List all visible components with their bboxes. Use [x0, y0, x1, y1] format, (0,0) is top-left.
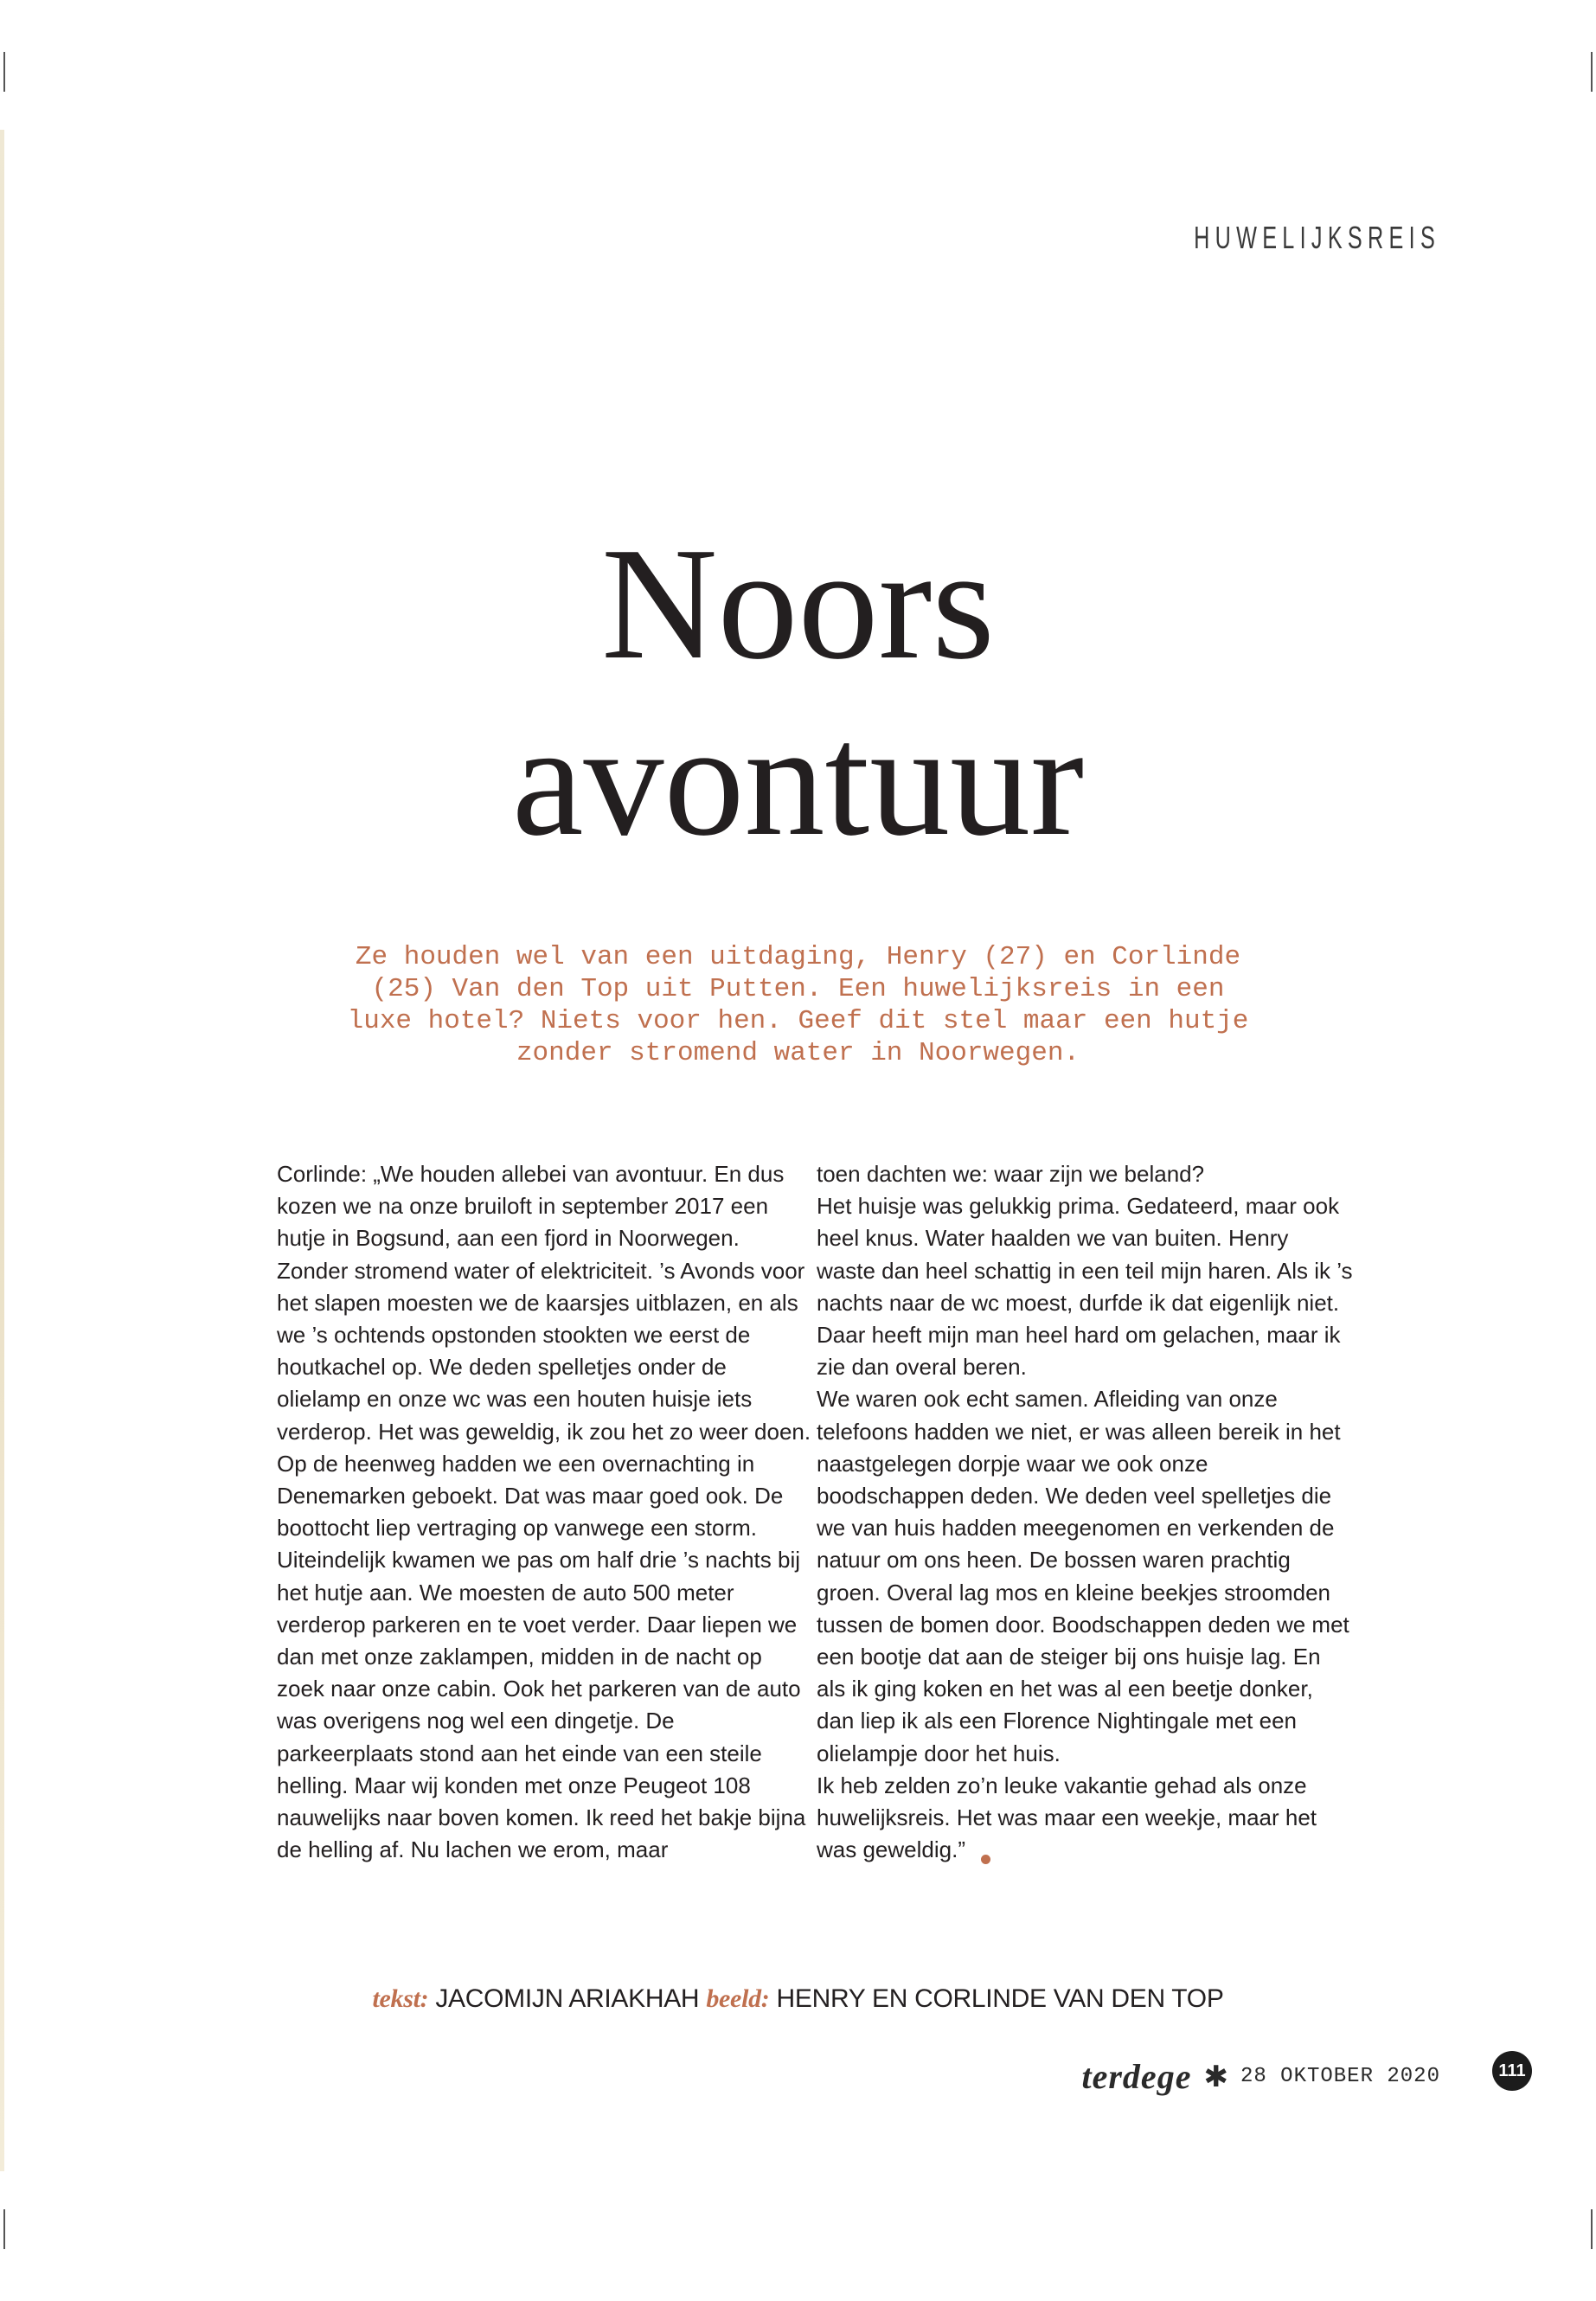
asterisk-icon: ✱ — [1203, 2060, 1228, 2093]
text-credit-label: tekst: — [372, 1984, 429, 2013]
magazine-logo: terdege — [1081, 2057, 1192, 2096]
intro-paragraph: Ze houden wel van een uitdaging, Henry (27) en Corlinde (25) Van den Top uit Putten. Een huwelijksreis in een luxe hotel? Niets voor hen. Geef dit stel maar een hutje zonder stromend water in Noorwegen. — [347, 942, 1249, 1068]
body-paragraph: Op de heenweg hadden we een overnachting in Denemarken geboekt. Dat was maar goed ook. De boottocht liep vertraging op vanwege een storm. Uiteindelijk kwamen we pas om half drie ’s nachts bij het hutje aan. We moesten de auto 500 meter verderop parkeren en te voet verder. Daar liepen we dan met onze zaklampen, midden in de nacht op zoek naar onze cabin. Ook het parkeren van de auto was overigens nog wel een dingetje. De parkeerplaats stond aan het einde van een steile helling. Maar wij konden met onze Peugeot 108 nauwelijks naar boven komen. Ik reed het bakje bijna de helling af. Nu lachen we erom, maar — [277, 1450, 806, 1863]
section-label: HUWELIJKSREIS — [1194, 220, 1440, 255]
closing-text: Ik heb zelden zo’n leuke vakantie gehad als onze huwelijksreis. Het was maar een weekje, maar het was geweldig.” — [817, 1772, 1317, 1863]
body-paragraph-last — [817, 1770, 1353, 1867]
crop-mark-bottom-right — [1591, 2209, 1593, 2249]
page-number-badge: 111 — [1492, 2051, 1532, 2091]
photo-credit-label: beeld: — [706, 1984, 770, 2013]
body-paragraph: Corlinde: „We houden allebei van avontuur. En dus kozen we na onze bruiloft in september 2017 een hutje in Bogsund, aan een fjord in Noorwegen. Zonder stromend water of elektriciteit. ’s Avonds voor het slapen moesten we de kaarsjes uitblazen, en als we ’s ochtends opstonden stookten we eerst de houtkachel op. We deden spelletjes onder de olielamp en onze wc was een houten huisje iets verderop. Het was geweldig, ik zou het zo weer doen. — [277, 1161, 811, 1445]
photo-credit-author: HENRY EN CORLINDE VAN DEN TOP — [776, 1984, 1224, 2013]
headline-line-1: Noors — [601, 515, 995, 693]
body-paragraph: toen dachten we: waar zijn we beland? — [817, 1161, 1205, 1187]
body-column-left — [277, 1158, 813, 1866]
headline-line-2: avontuur — [511, 691, 1085, 869]
credits — [0, 1984, 1596, 2014]
text-credit-author: JACOMIJN ARIAKHAH — [435, 1984, 700, 2013]
issue-date: 28 OKTOBER 2020 — [1240, 2065, 1440, 2088]
crop-mark-top-left — [3, 52, 5, 92]
crop-mark-top-right — [1591, 52, 1593, 92]
body-paragraph: We waren ook echt samen. Afleiding van onze telefoons hadden we niet, er was alleen bereik in het naastgelegen dorpje waar we ook onze boodschappen deden. We deden veel spelletjes die we van huis hadden meegenomen en verkenden de natuur om ons heen. De bossen waren prachtig groen. Overal lag mos en kleine beekjes stroomden tussen de bomen door. Boodschappen deden we met een bootje dat aan de steiger bij ons huisje lag. En als ik ging koken en het was al een beetje donker, dan liep ik als een Florence Nightingale met een olielampje door het huis. — [817, 1386, 1349, 1766]
crop-mark-bottom-left — [3, 2209, 5, 2249]
body-column-right — [817, 1158, 1353, 1866]
footer — [1082, 2056, 1441, 2097]
body-paragraph: Het huisje was gelukkig prima. Gedateerd, maar ook heel knus. Water haalden we van buiten. Henry waste dan heel schattig in een teil mijn haren. Als ik ’s nachts naar de wc moest, durfde ik dat eigenlijk niet. Daar heeft mijn man heel hard om gelachen, maar ik zie dan overal beren. — [817, 1193, 1353, 1381]
end-mark-dot — [981, 1855, 990, 1864]
page-edge-strip — [0, 130, 4, 2171]
headline — [0, 516, 1596, 868]
